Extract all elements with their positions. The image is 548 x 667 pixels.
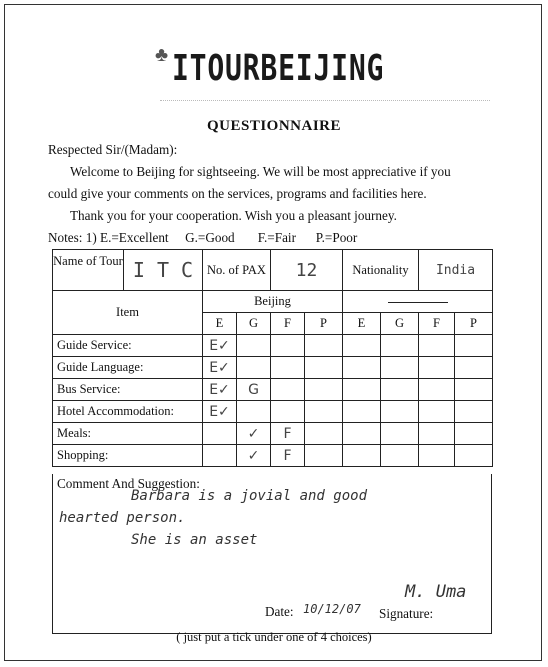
rating-cell <box>237 401 271 423</box>
rating-cell <box>305 445 343 467</box>
rating-cell <box>381 423 419 445</box>
group-beijing: Beijing <box>203 291 343 313</box>
grade-header: G <box>381 313 419 335</box>
rating-cell <box>419 445 455 467</box>
pax-label-cell <box>203 250 271 291</box>
rating-cell <box>455 357 493 379</box>
salutation: Respected Sir/(Madam): <box>48 142 178 157</box>
tour-info-row <box>53 250 493 291</box>
rating-cell <box>237 423 271 445</box>
thanks-line: Thank you for your cooperation. Wish you a pleasant journey. <box>70 208 397 223</box>
rating-cell <box>419 379 455 401</box>
rating-cell <box>343 423 381 445</box>
date-label: Date: <box>265 604 294 619</box>
welcome-line-1: Welcome to Beijing for sightseeing. We will be most appreciative if you <box>70 164 451 179</box>
item-label: Hotel Accommodation: <box>53 401 203 423</box>
rating-cell <box>203 379 237 401</box>
rating-cell <box>381 445 419 467</box>
rating-cell <box>237 445 271 467</box>
table-row <box>53 401 493 423</box>
item-header: Item <box>53 291 203 335</box>
grade-header: F <box>271 313 305 335</box>
nationality-value: India <box>419 250 493 291</box>
item-label: Bus Service: <box>53 379 203 401</box>
rating-mark: E✓ <box>209 381 230 398</box>
group-header-row <box>53 291 493 313</box>
welcome-line-2: could give your comments on the services, programs and facilities here. <box>48 186 427 201</box>
pax-value: 12 <box>271 250 343 291</box>
rating-mark: F <box>283 425 292 442</box>
name-of-tour-value: I T C <box>132 258 194 282</box>
rating-cell <box>455 445 493 467</box>
signature-label: Signature: <box>379 606 434 621</box>
rating-mark: E✓ <box>209 337 230 354</box>
grade-header: F <box>419 313 455 335</box>
rating-cell <box>203 357 237 379</box>
table-row <box>53 445 493 467</box>
rating-mark: ✓ <box>247 425 260 442</box>
rating-cell <box>271 335 305 357</box>
comment-line-2: hearted person. <box>59 510 186 526</box>
rating-cell <box>271 423 305 445</box>
comment-box <box>52 474 492 634</box>
rating-cell <box>455 423 493 445</box>
rating-cell <box>455 401 493 423</box>
nationality-label: Nationality <box>343 250 419 291</box>
rating-cell <box>343 445 381 467</box>
page-title: QUESTIONNAIRE <box>206 118 342 134</box>
rating-cell <box>203 335 237 357</box>
rating-cell <box>419 357 455 379</box>
table-row <box>53 357 493 379</box>
table-row <box>53 335 493 357</box>
rating-cell <box>381 335 419 357</box>
rating-mark: F <box>283 447 292 464</box>
rating-mark: E✓ <box>209 359 230 376</box>
item-label: Shopping: <box>53 445 203 467</box>
grade-header: G <box>237 313 271 335</box>
rating-cell <box>271 401 305 423</box>
table-row <box>53 379 493 401</box>
item-label: Guide Service: <box>53 335 203 357</box>
rating-mark: ✓ <box>247 447 260 464</box>
rating-cell <box>271 357 305 379</box>
rating-cell <box>455 335 493 357</box>
rating-mark: E✓ <box>209 403 230 420</box>
rating-cell <box>381 357 419 379</box>
rating-cell <box>419 335 455 357</box>
rating-cell <box>381 379 419 401</box>
divider <box>160 100 490 101</box>
rating-cell <box>237 335 271 357</box>
rating-cell <box>305 379 343 401</box>
rating-mark: G <box>248 381 259 398</box>
rating-cell <box>237 379 271 401</box>
item-label: Meals: <box>53 423 203 445</box>
tour-name-cell <box>53 250 203 291</box>
item-label: Guide Language: <box>53 357 203 379</box>
signature-value: M. Uma <box>405 582 467 602</box>
rating-cell <box>203 423 237 445</box>
comment-label: Comment And Suggestion: <box>57 476 200 491</box>
date-value: 10/12/07 <box>303 602 361 616</box>
comment-line-3: She is an asset <box>131 532 258 548</box>
company-logo: ITOURBEIJING <box>172 48 385 89</box>
rating-cell <box>271 379 305 401</box>
grade-header: P <box>305 313 343 335</box>
pax-label: No. of PAX <box>207 263 266 277</box>
rating-rows <box>53 335 493 467</box>
rating-cell <box>419 401 455 423</box>
grade-header: P <box>455 313 493 335</box>
logo-mark: ♣ <box>155 44 169 66</box>
rating-cell <box>419 423 455 445</box>
rating-cell <box>305 335 343 357</box>
grade-header: E <box>343 313 381 335</box>
rating-cell <box>203 401 237 423</box>
name-of-tour-label: Name of Tour <box>53 250 124 290</box>
rating-table <box>52 249 493 467</box>
rating-cell <box>343 401 381 423</box>
rating-cell <box>203 445 237 467</box>
rating-cell <box>455 379 493 401</box>
rating-cell <box>237 357 271 379</box>
rating-cell <box>343 379 381 401</box>
rating-cell <box>305 401 343 423</box>
grade-header: E <box>203 313 237 335</box>
rating-cell <box>343 357 381 379</box>
footer-note: ( just put a tick under one of 4 choices) <box>176 630 372 644</box>
rating-cell <box>305 423 343 445</box>
notes-line: Notes: 1) E.=Excellent G.=Good F.=Fair P.=Poor <box>48 230 358 245</box>
table-row <box>53 423 493 445</box>
rating-cell <box>343 335 381 357</box>
group-blank <box>343 291 493 313</box>
rating-cell <box>381 401 419 423</box>
rating-cell <box>271 445 305 467</box>
rating-cell <box>305 357 343 379</box>
comment-line-1: Barbara is a jovial and good <box>131 488 368 504</box>
